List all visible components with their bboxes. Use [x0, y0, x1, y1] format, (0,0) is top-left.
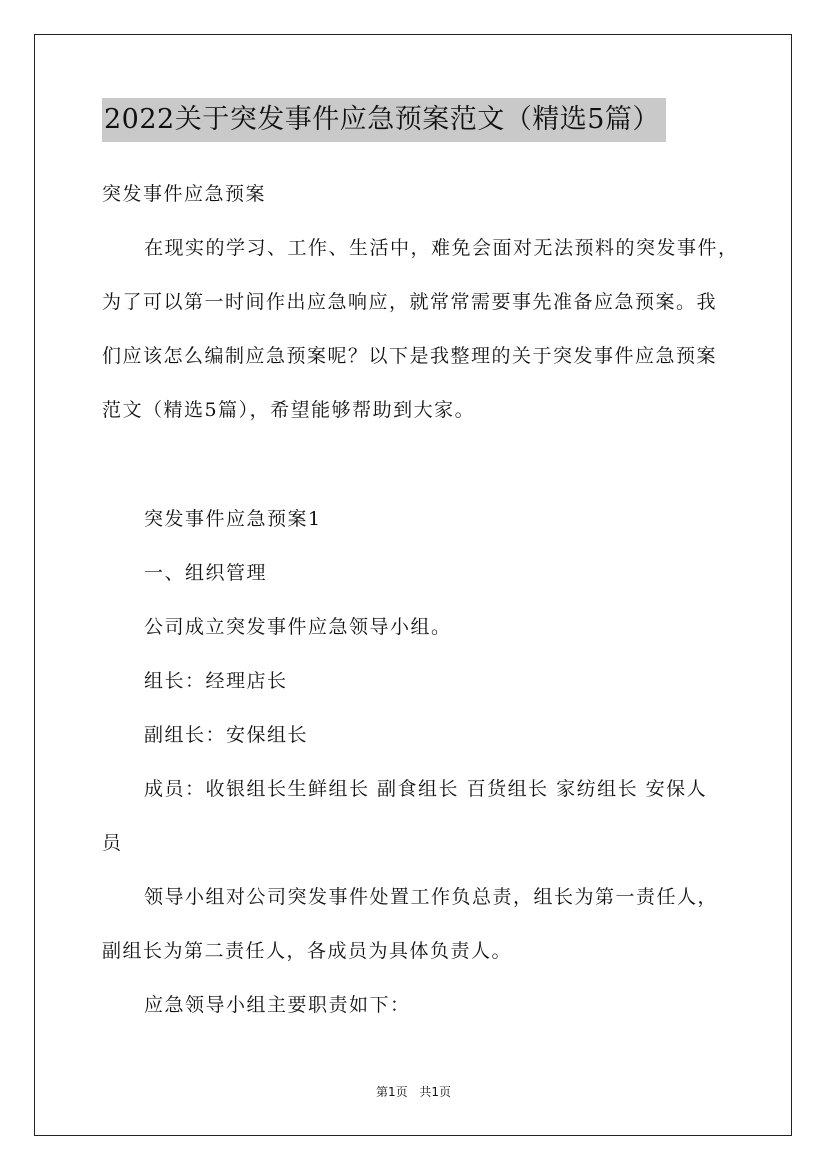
intro-line: 范文（精选5篇），希望能够帮助到大家。	[102, 399, 476, 421]
intro-line: 为了可以第一时间作出应急响应，就常常需要事先准备应急预案。我	[102, 291, 718, 313]
body-line: 公司成立突发事件应急领导小组。	[144, 616, 452, 638]
page-number: 第1页	[375, 1085, 408, 1099]
body-line: 应急领导小组主要职责如下：	[144, 994, 411, 1016]
page-total: 共1页	[419, 1085, 452, 1099]
body-line: 副组长为第二责任人，各成员为具体负责人。	[102, 940, 513, 962]
section-heading: 突发事件应急预案1	[144, 508, 322, 530]
intro-line: 在现实的学习、工作、生活中，难免会面对无法预料的突发事件，	[144, 237, 739, 259]
body-line: 领导小组对公司突发事件处置工作负总责，组长为第一责任人，	[144, 886, 719, 908]
body-line: 成员：收银组长生鲜组长 副食组长 百货组长 家纺组长 安保人	[144, 778, 708, 800]
body-line: 组长：经理店长	[144, 670, 288, 692]
body-line: 员	[102, 832, 123, 854]
page-footer	[0, 1084, 827, 1100]
document-subtitle: 突发事件应急预案	[102, 183, 267, 205]
body-line: 一、组织管理	[144, 562, 268, 584]
intro-line: 们应该怎么编制应急预案呢？以下是我整理的关于突发事件应急预案	[102, 345, 718, 367]
document-title: 2022关于突发事件应急预案范文（精选5篇）	[104, 104, 660, 135]
body-line: 副组长：安保组长	[144, 724, 309, 746]
title-highlight	[102, 98, 666, 142]
